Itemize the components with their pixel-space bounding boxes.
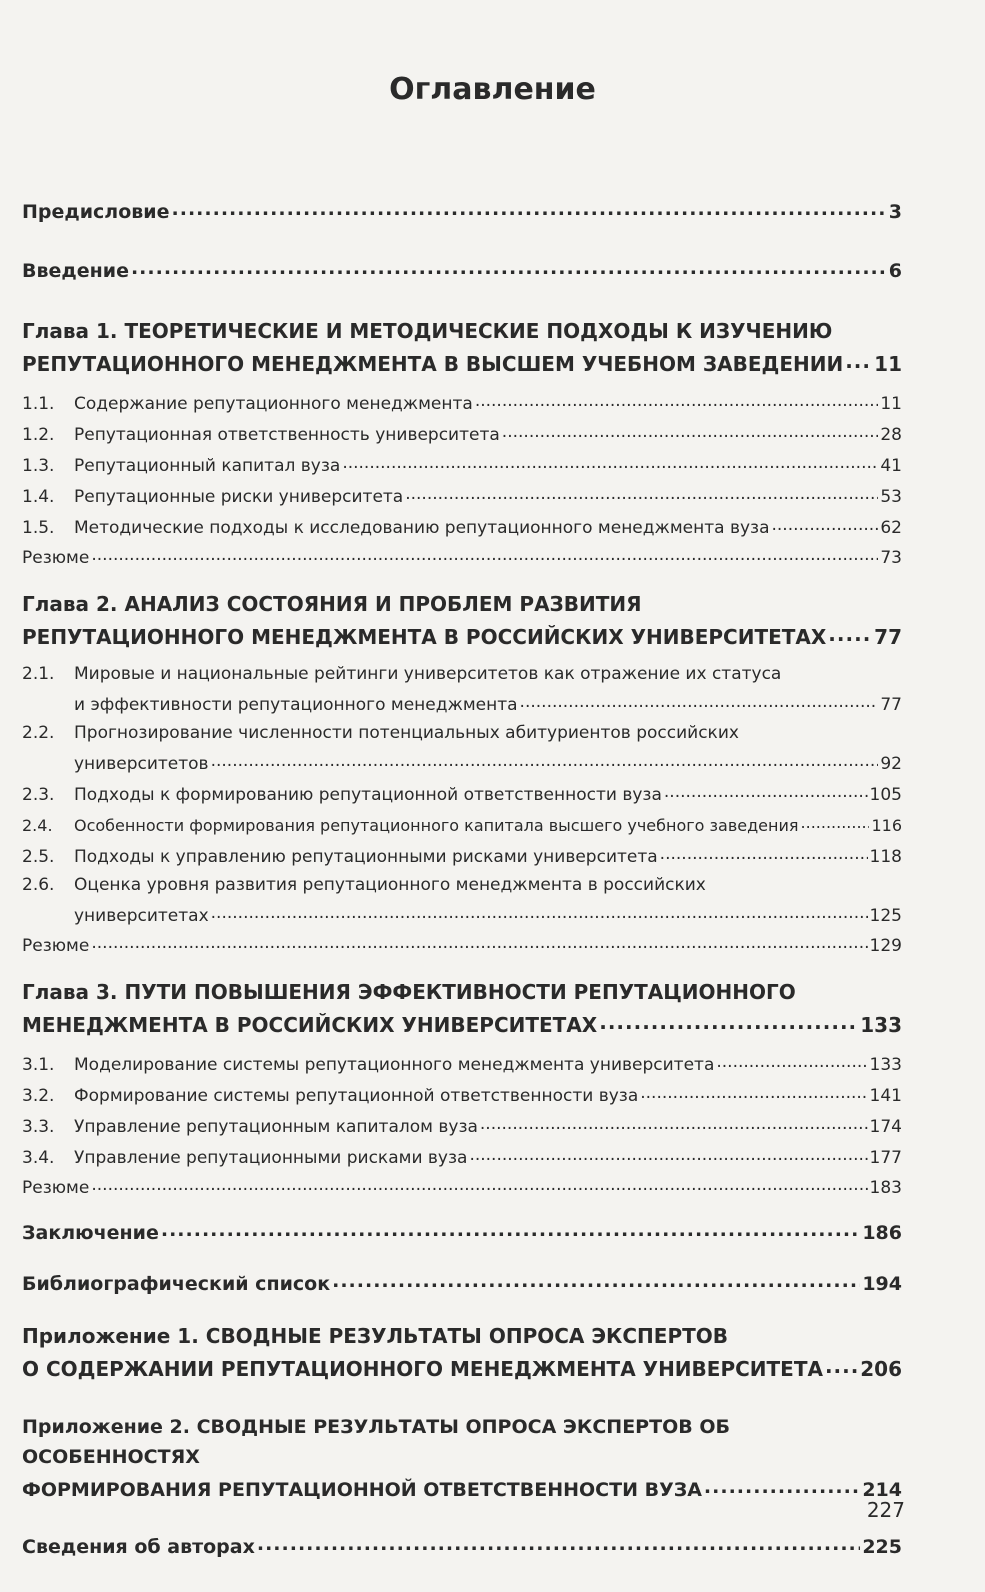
item-label: Моделирование системы репутационного менеджмента университета	[74, 1055, 715, 1075]
item-page: 62	[880, 518, 902, 538]
item-page: 125	[869, 906, 902, 926]
leader-dots	[131, 257, 887, 279]
chapter-title-line1: Глава 3. ПУТИ ПОВЫШЕНИЯ ЭФФЕКТИВНОСТИ РЕПУТАЦИОННОГО	[22, 980, 796, 1004]
leader-dots	[172, 198, 887, 220]
leader-dots	[828, 619, 872, 649]
toc-item	[22, 840, 902, 871]
leader-dots	[660, 840, 868, 868]
chapter-title-line2: МЕНЕДЖМЕНТА В РОССИЙСКИХ УНИВЕРСИТЕТАХ	[22, 1013, 598, 1037]
toc-entry-bibliography	[22, 1270, 902, 1295]
toc-resume	[22, 542, 902, 571]
item-label-line1: Мировые и национальные рейтинги университетов как отражение их статуса	[74, 664, 782, 684]
item-number: 1.5.	[22, 518, 55, 538]
item-page: 141	[869, 1086, 902, 1106]
leader-dots	[716, 1048, 867, 1076]
leader-dots	[520, 688, 879, 716]
toc-item	[22, 778, 902, 809]
entry-page: 194	[862, 1273, 902, 1295]
toc-entry-intro	[22, 257, 902, 282]
leader-dots	[640, 1079, 867, 1107]
appendix-page: 206	[860, 1357, 902, 1381]
toc-item	[22, 1141, 902, 1172]
leader-dots	[664, 778, 868, 806]
item-label: и эффективности репутационного менеджмента	[74, 695, 518, 715]
toc-item	[22, 418, 902, 449]
entry-page: 186	[862, 1222, 902, 1244]
item-page: 177	[869, 1148, 902, 1168]
item-number: 3.4.	[22, 1148, 55, 1168]
entry-label: Заключение	[22, 1222, 159, 1244]
item-page: 174	[869, 1117, 902, 1137]
item-page: 105	[869, 785, 902, 805]
leader-dots	[161, 1219, 860, 1241]
chapter-page: 77	[874, 625, 902, 649]
leader-dots	[342, 449, 878, 477]
chapter-title-line2: РЕПУТАЦИОННОГО МЕНЕДЖМЕНТА В РОССИЙСКИХ УНИВЕРСИТЕТАХ	[22, 625, 827, 649]
item-page: 28	[880, 425, 902, 445]
item-page: 41	[880, 456, 902, 476]
item-number: 2.2.	[22, 723, 55, 743]
entry-page: 225	[862, 1536, 902, 1558]
resume-label: Резюме	[22, 548, 90, 568]
toc-entry-preface	[22, 198, 902, 223]
item-page: 133	[869, 1055, 902, 1075]
item-label: Методические подходы к исследованию репутационного менеджмента вуза	[74, 518, 770, 538]
item-page: 92	[880, 754, 902, 774]
toc-item	[22, 719, 902, 778]
toc-appendix-1	[22, 1321, 902, 1384]
toc-chapter-1	[22, 316, 902, 379]
item-label: Управление репутационным капиталом вуза	[74, 1117, 478, 1137]
appendix-title-line1: Приложение 1. СВОДНЫЕ РЕЗУЛЬТАТЫ ОПРОСА ЭКСПЕРТОВ	[22, 1324, 729, 1348]
item-page: 77	[880, 695, 902, 715]
item-label: Репутационные риски университета	[74, 487, 404, 507]
item-label: Управление репутационными рисками вуза	[74, 1148, 468, 1168]
toc-entry-conclusion	[22, 1219, 902, 1244]
toc-resume	[22, 930, 902, 959]
item-label: Репутационный капитал вуза	[74, 456, 341, 476]
item-number: 1.2.	[22, 425, 55, 445]
item-number: 2.4.	[22, 816, 53, 835]
item-number: 1.1.	[22, 394, 55, 414]
entry-page: 6	[888, 260, 902, 282]
appendix-page: 214	[862, 1479, 902, 1501]
toc-item	[22, 1048, 902, 1079]
item-label: Подходы к управлению репутационными рисками университета	[74, 847, 658, 867]
resume-page: 73	[880, 548, 902, 568]
leader-dots	[211, 899, 868, 927]
item-label-line1: Оценка уровня развития репутационного менеджмента в российских	[74, 875, 706, 895]
leader-dots	[801, 809, 870, 837]
item-label-line1: Прогнозирование численности потенциальных абитуриентов российских	[74, 723, 739, 743]
toc-chapter-3	[22, 977, 902, 1040]
item-label: Подходы к формированию репутационной ответственности вуза	[74, 785, 662, 805]
entry-label: Библиографический список	[22, 1273, 331, 1295]
leader-dots	[772, 511, 879, 539]
item-label: Особенности формирования репутационного капитала высшего учебного заведения	[74, 816, 799, 835]
entry-label: Сведения об авторах	[22, 1536, 255, 1558]
leader-dots	[91, 1172, 867, 1198]
toc-item	[22, 387, 902, 418]
leader-dots	[599, 1007, 858, 1037]
resume-label: Резюме	[22, 1178, 90, 1198]
appendix-title-line2: ФОРМИРОВАНИЯ РЕПУТАЦИОННОЙ ОТВЕТСТВЕННОСТИ ВУЗА	[22, 1479, 702, 1501]
leader-dots	[211, 747, 879, 775]
resume-page: 183	[869, 1178, 902, 1198]
resume-page: 129	[869, 936, 902, 956]
item-number: 3.1.	[22, 1055, 55, 1075]
resume-label: Резюме	[22, 936, 90, 956]
entry-page: 3	[888, 201, 902, 223]
leader-dots	[91, 930, 867, 956]
leader-dots	[825, 1351, 858, 1381]
chapter-title-line2: РЕПУТАЦИОННОГО МЕНЕДЖМЕНТА В ВЫСШЕМ УЧЕБНОМ ЗАВЕДЕНИИ	[22, 352, 844, 376]
item-number: 3.2.	[22, 1086, 55, 1106]
toc-item	[22, 1079, 902, 1110]
item-number: 2.6.	[22, 875, 55, 895]
appendix-title-line1: Приложение 2. СВОДНЫЕ РЕЗУЛЬТАТЫ ОПРОСА ЭКСПЕРТОВ ОБ ОСОБЕННОСТЯХ	[22, 1416, 730, 1468]
chapter-page: 11	[874, 352, 902, 376]
entry-label: Введение	[22, 260, 129, 282]
leader-dots	[704, 1472, 860, 1502]
item-number: 2.3.	[22, 785, 55, 805]
leader-dots	[469, 1141, 867, 1169]
toc-item	[22, 1110, 902, 1141]
item-label: Формирование системы репутационной ответственности вуза	[74, 1086, 639, 1106]
leader-dots	[480, 1110, 868, 1138]
leader-dots	[257, 1533, 860, 1555]
leader-dots	[845, 346, 872, 376]
item-number: 2.5.	[22, 847, 55, 867]
toc-appendix-2	[22, 1412, 902, 1505]
item-label: университетах	[74, 906, 209, 926]
item-label: Содержание репутационного менеджмента	[74, 394, 473, 414]
page-title: Оглавление	[389, 72, 596, 107]
toc-item	[22, 809, 902, 840]
item-number: 2.1.	[22, 664, 55, 684]
page-number: 227	[866, 1498, 905, 1522]
toc-chapter-2	[22, 589, 902, 652]
item-page: 118	[869, 847, 902, 867]
table-of-contents	[22, 198, 902, 1592]
entry-label: Предисловие	[22, 201, 170, 223]
leader-dots	[475, 387, 879, 415]
item-page: 116	[871, 816, 902, 835]
item-number: 3.3.	[22, 1117, 55, 1137]
leader-dots	[502, 418, 879, 446]
toc-item	[22, 871, 902, 930]
toc-resume	[22, 1172, 902, 1201]
toc-item	[22, 511, 902, 542]
leader-dots	[91, 542, 878, 568]
leader-dots	[405, 480, 878, 508]
item-label: Репутационная ответственность университета	[74, 425, 500, 445]
item-page: 11	[880, 394, 902, 414]
toc-item	[22, 660, 902, 719]
chapter-title-line1: Глава 1. ТЕОРЕТИЧЕСКИЕ И МЕТОДИЧЕСКИЕ ПОДХОДЫ К ИЗУЧЕНИЮ	[22, 319, 833, 343]
leader-dots	[332, 1270, 860, 1292]
appendix-title-line2: О СОДЕРЖАНИИ РЕПУТАЦИОННОГО МЕНЕДЖМЕНТА УНИВЕРСИТЕТА	[22, 1357, 823, 1381]
chapter-page: 133	[860, 1013, 902, 1037]
chapter-title-line1: Глава 2. АНАЛИЗ СОСТОЯНИЯ И ПРОБЛЕМ РАЗВИТИЯ	[22, 592, 642, 616]
item-label: университетов	[74, 754, 209, 774]
item-number: 1.4.	[22, 487, 55, 507]
toc-item	[22, 449, 902, 480]
item-number: 1.3.	[22, 456, 55, 476]
item-page: 53	[880, 487, 902, 507]
toc-item	[22, 480, 902, 511]
toc-entry-authors	[22, 1533, 902, 1558]
